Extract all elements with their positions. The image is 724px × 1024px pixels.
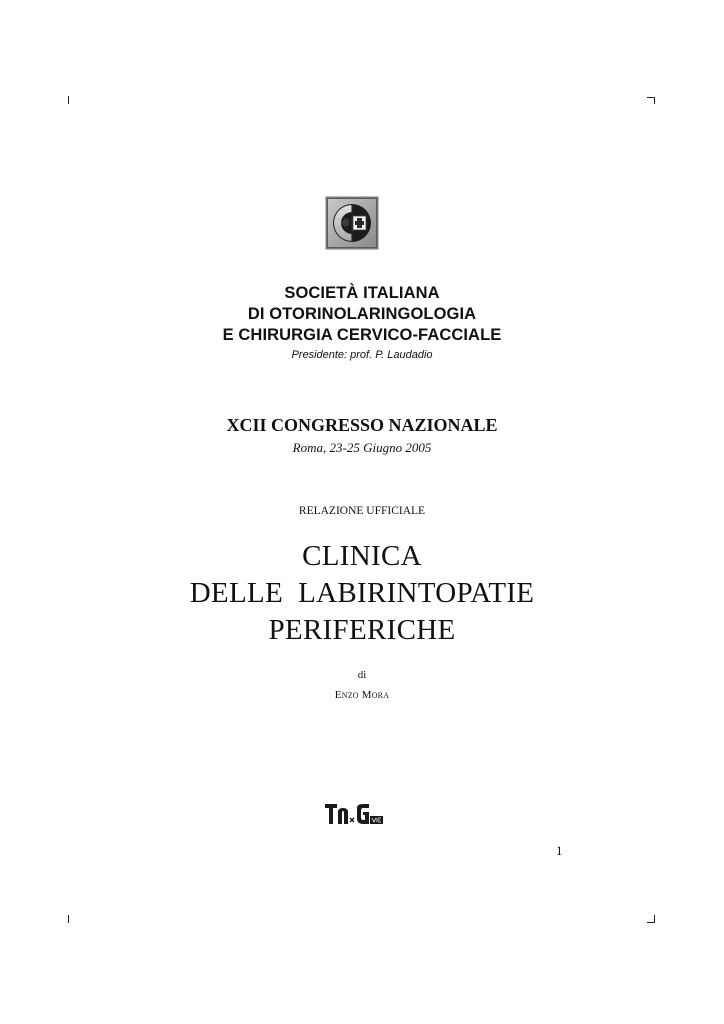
society-emblem-icon [325, 196, 379, 250]
report-title-line-2-text: DELLE LABIRINTOPATIE [189, 577, 535, 609]
report-title-line-2 [0, 575, 724, 611]
publisher-logo [323, 800, 385, 826]
society-name-line-3: E CHIRURGIA CERVICO-FACCIALE [222, 326, 502, 344]
report-title-line-1: CLINICA [302, 540, 422, 572]
crop-mark-top-left [68, 96, 69, 104]
congress-date: Roma, 23-25 Giugno 2005 [292, 440, 432, 455]
report-type: RELAZIONE UFFICIALE [298, 505, 426, 517]
page-number: 1 [556, 843, 563, 858]
publisher-logo-icon [323, 800, 385, 826]
report-title-line-3: PERIFERICHE [268, 614, 456, 646]
society-emblem [325, 196, 379, 250]
author-preposition: di [357, 669, 367, 681]
crop-mark-bottom-right-h [647, 922, 655, 923]
society-name-line-1: SOCIETÀ ITALIANA [284, 284, 440, 302]
society-name-line-2: DI OTORINOLARINGOLOGIA [247, 305, 477, 323]
society-president: Presidente: prof. P. Laudadio [291, 349, 433, 361]
author-name: Enzo Mora [334, 689, 390, 701]
crop-mark-bottom-left [68, 915, 69, 923]
congress-title: XCII CONGRESSO NAZIONALE [226, 415, 498, 435]
crop-mark-top-right-v [654, 97, 655, 104]
